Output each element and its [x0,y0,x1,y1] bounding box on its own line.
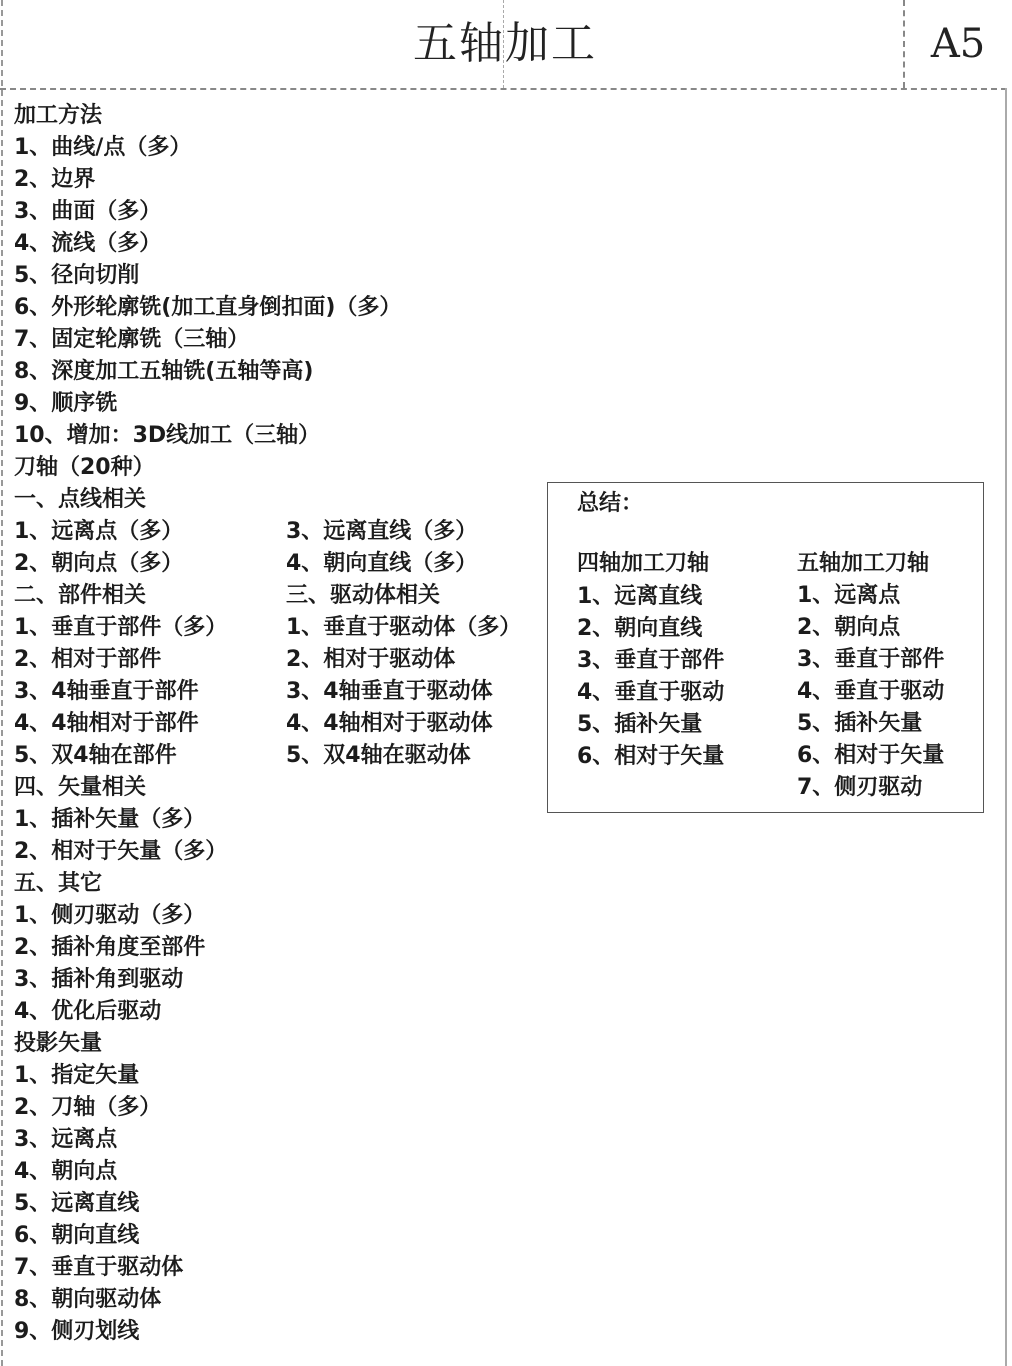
part-heading: 二、部件相关 [14,583,147,608]
part-item: 3、4轴垂直于部件 [14,679,199,704]
method-item: 7、固定轮廓铣（三轴） [14,327,250,352]
method-item: 5、径向切削 [14,263,140,288]
vector-heading: 四、矢量相关 [14,775,147,800]
projection-item: 7、垂直于驱动体 [14,1255,184,1280]
point-line-item: 4、朝向直线（多） [286,551,478,576]
sheet-code: A5 [930,21,986,67]
five-axis-item: 6、相对于矢量 [797,743,945,768]
five-axis-item: 7、侧刃驱动 [797,775,923,800]
five-axis-item: 2、朝向点 [797,615,901,640]
other-item: 2、插补角度至部件 [14,935,206,960]
drive-item: 3、4轴垂直于驱动体 [286,679,493,704]
five-axis-item: 4、垂直于驱动 [797,679,945,704]
drive-item: 1、垂直于驱动体（多） [286,615,522,640]
other-item: 4、优化后驱动 [14,999,162,1024]
method-item: 8、深度加工五轴铣(五轴等高) [14,359,314,384]
four-axis-item: 6、相对于矢量 [577,744,725,769]
summary-title: 总结： [577,491,644,516]
projection-item: 6、朝向直线 [14,1223,140,1248]
part-item: 2、相对于部件 [14,647,162,672]
page-title: 五轴加工 [413,18,597,69]
other-heading: 五、其它 [14,871,103,896]
method-item: 1、曲线/点（多） [14,135,192,160]
four-axis-item: 4、垂直于驱动 [577,680,725,705]
projection-item: 2、刀轴（多） [14,1095,162,1120]
other-item: 1、侧刃驱动（多） [14,903,206,928]
point-line-item: 3、远离直线（多） [286,519,478,544]
point-line-item: 2、朝向点（多） [14,551,184,576]
drive-item: 2、相对于驱动体 [286,647,456,672]
four-axis-item: 3、垂直于部件 [577,648,725,673]
drive-item: 5、双4轴在驱动体 [286,743,471,768]
projection-item: 5、远离直线 [14,1191,140,1216]
four-axis-item: 1、远离直线 [577,584,703,609]
drive-heading: 三、驱动体相关 [286,583,441,608]
method-item: 3、曲面（多） [14,199,162,224]
four-axis-item: 2、朝向直线 [577,616,703,641]
projection-item: 1、指定矢量 [14,1063,140,1088]
method-item: 6、外形轮廓铣(加工直身倒扣面)（多） [14,295,402,320]
point-line-item: 1、远离点（多） [14,519,184,544]
other-item: 3、插补角到驱动 [14,967,184,992]
page-header [0,0,1007,90]
method-item: 2、边界 [14,167,96,192]
drive-item: 4、4轴相对于驱动体 [286,711,493,736]
five-axis-item: 3、垂直于部件 [797,647,945,672]
part-item: 5、双4轴在部件 [14,743,177,768]
projection-item: 3、远离点 [14,1127,118,1152]
method-item: 4、流线（多） [14,231,162,256]
header-divider [903,0,905,88]
point-line-heading: 一、点线相关 [14,487,147,512]
method-heading: 加工方法 [14,103,103,128]
method-item: 10、增加：3D线加工（三轴） [14,423,321,448]
projection-item: 9、侧刃划线 [14,1319,140,1344]
tool-axis-heading: 刀轴（20种） [14,455,155,480]
four-axis-item: 5、插补矢量 [577,712,703,737]
projection-item: 4、朝向点 [14,1159,118,1184]
right-border [1005,88,1007,1366]
vector-item: 1、插补矢量（多） [14,807,206,832]
vector-item: 2、相对于矢量（多） [14,839,228,864]
method-item: 9、顺序铣 [14,391,118,416]
projection-item: 8、朝向驱动体 [14,1287,162,1312]
projection-heading: 投影矢量 [14,1031,103,1056]
four-axis-heading: 四轴加工刀轴 [577,551,710,576]
part-item: 1、垂直于部件（多） [14,615,228,640]
part-item: 4、4轴相对于部件 [14,711,199,736]
five-axis-item: 5、插补矢量 [797,711,923,736]
five-axis-item: 1、远离点 [797,583,901,608]
left-border [1,0,3,1366]
five-axis-heading: 五轴加工刀轴 [797,551,930,576]
